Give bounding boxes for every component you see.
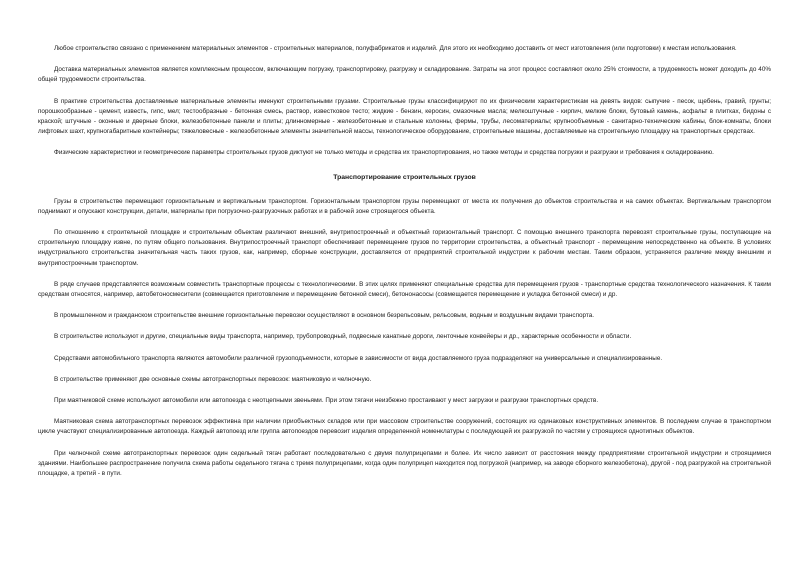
paragraph-intro-1: Любое строительство связано с применением материальных элементов - строительных материалов, полуфабрикатов и изделий. Для этого их необходимо доставить от мест изготовления (или подготовки) к местам использования. [54,45,737,52]
paragraph-intro-4: Физические характеристики и геометрические параметры строительных грузов диктуют не только методы и средства их транспортирования, но также методы и средства погрузки и разгрузки и требования к складированию. [54,149,714,157]
paragraph-main-10: При челночной схеме автотранспортных перевозок один седельный тягач работает последовательно с двумя полуприцепами и более. Их число зависит от расстояния между предприятиями строительной индустрии и строящимися зданиями. Наибольшее распространение получила схема работы седельного тягача с тремя полуприцепами, когда один полуприцеп находится под погрузкой (например, на заводе сборного железобетона), другой - под разгрузкой на строительной площадке, а третий - в пути. [38,449,771,478]
paragraph-main-5: В строительстве используют и другие, специальные виды транспорта, например, трубопроводный, подвесные канатные дороги, ленточные конвейеры и др., характерные особенности и области. [54,333,632,341]
paragraph-intro-2: Доставка материальных элементов является комплексным процессом, включающим погрузку, транспортировку, разгрузку и складирование. Затраты на этот процесс составляют около 25% стоимости, а трудоемкость может доходить до 40% общей трудоемкости строительства. [38,66,771,84]
paragraph-main-9: Маятниковая схема автотранспортных перевозок эффективна при наличии приобъектных складов или при массовом строительстве сооружений, состоящих из одинаковых конструктивных элементов. В последнем случае в транспортном цикле участвуют специализированные автопоезда. Каждый автопоезд или группа автопоездов перевозит изделия определенной номенклатуры с последующей их разгрузкой по частям у строящихся однотипных объектов. [38,418,771,436]
paragraph-main-4: В промышленном и гражданском строительстве внешние горизонтальные перевозки осуществляют в основном безрельсовым, рельсовым, водным и воздушным видами транспорта. [54,312,595,320]
paragraph-main-3: В ряде случаев представляется возможным совместить транспортные процессы с технологическими. В этих целях применяют специальные средства для перемещения грузов - транспортные средства технологического назначения. К таким средствам относятся, например, автобетоносмесители (совмещается приготовление и перемещение бетонной смеси), бетононасосы (совмещается перемещение и укладка бетонной смеси) и др. [38,280,771,299]
paragraph-main-1: Грузы в строительстве перемещают горизонтальным и вертикальным транспортом. Горизонтальным транспортом грузы перемещают от места их получения до объектов строительства и на самих объектах. Вертикальным транспортом поднимают и опускают конструкции, детали, материалы при погрузочно-разгрузочных работах и в рабочей зоне строящегося объекта. [38,197,771,215]
paragraph-intro-3: В практике строительства доставляемые материальные элементы именуют строительными грузами. Строительные грузы классифицируют по их физическим характеристикам на девять видов: сыпучие - песок, щебень, гравий, грунты; порошкообразные - цемент, известь, гипс, мел; тестообразные - бетонная смесь, раствор, известковое тесто; жидкие - бензин, керосин, смазочные масла; мелкоштучные - кирпич, мелкие блоки, бутовый камень, асфальт в плитках, бидоны с краской; штучные - оконные и дверные блоки, железобетонные панели и плиты; длинномерные - железобетонные и стальные колонны, фермы, трубы, лесоматериалы; крупнообъемные - санитарно-технические кабины, блок-комнаты, блоки лифтовых шахт, крупногабаритные контейнеры; тяжеловесные - железобетонные элементы значительной массы, технологическое оборудование, строительные машины, доставляемые на строительную площадку на транспортных средствах. [38,97,771,136]
paragraph-main-6: Средствами автомобильного транспорта являются автомобили различной грузоподъемности, которые в зависимости от вида доставляемого груза подразделяют на универсальные и специализированные. [54,354,663,362]
paragraph-main-2: По отношению к строительной площадке и строительным объектам различают внешний, внутрипостроечный и объектный горизонтальный транспорт. С помощью внешнего транспорта перевозят строительные грузы, поступающие на строительную площадку извне, по путям общего пользования. Внутрипостроечный транспорт обеспечивает перемещение грузов по территории строительства, а объектный транспорт - перемещение непосредственно на объекте. В условиях индустриального строительства значительная часть таких грузов, как, например, сборные конструкции, доставляется от предприятий строительной индустрии к рабочим местам. Таким образом, устраняется различие между внешним и внутрипостроечным транспортом. [38,229,771,267]
paragraph-main-8: При маятниковой схеме используют автомобили или автопоезда с неотцепными звеньями. При этом тягачи неизбежно простаивают у мест загрузки и разгрузки транспортных средств. [54,397,599,405]
section-heading: Транспортирование строительных грузов [333,173,476,181]
paragraph-main-7: В строительстве применяют две основные схемы автотранспортных перевозок: маятниковую и челночную. [54,375,372,383]
